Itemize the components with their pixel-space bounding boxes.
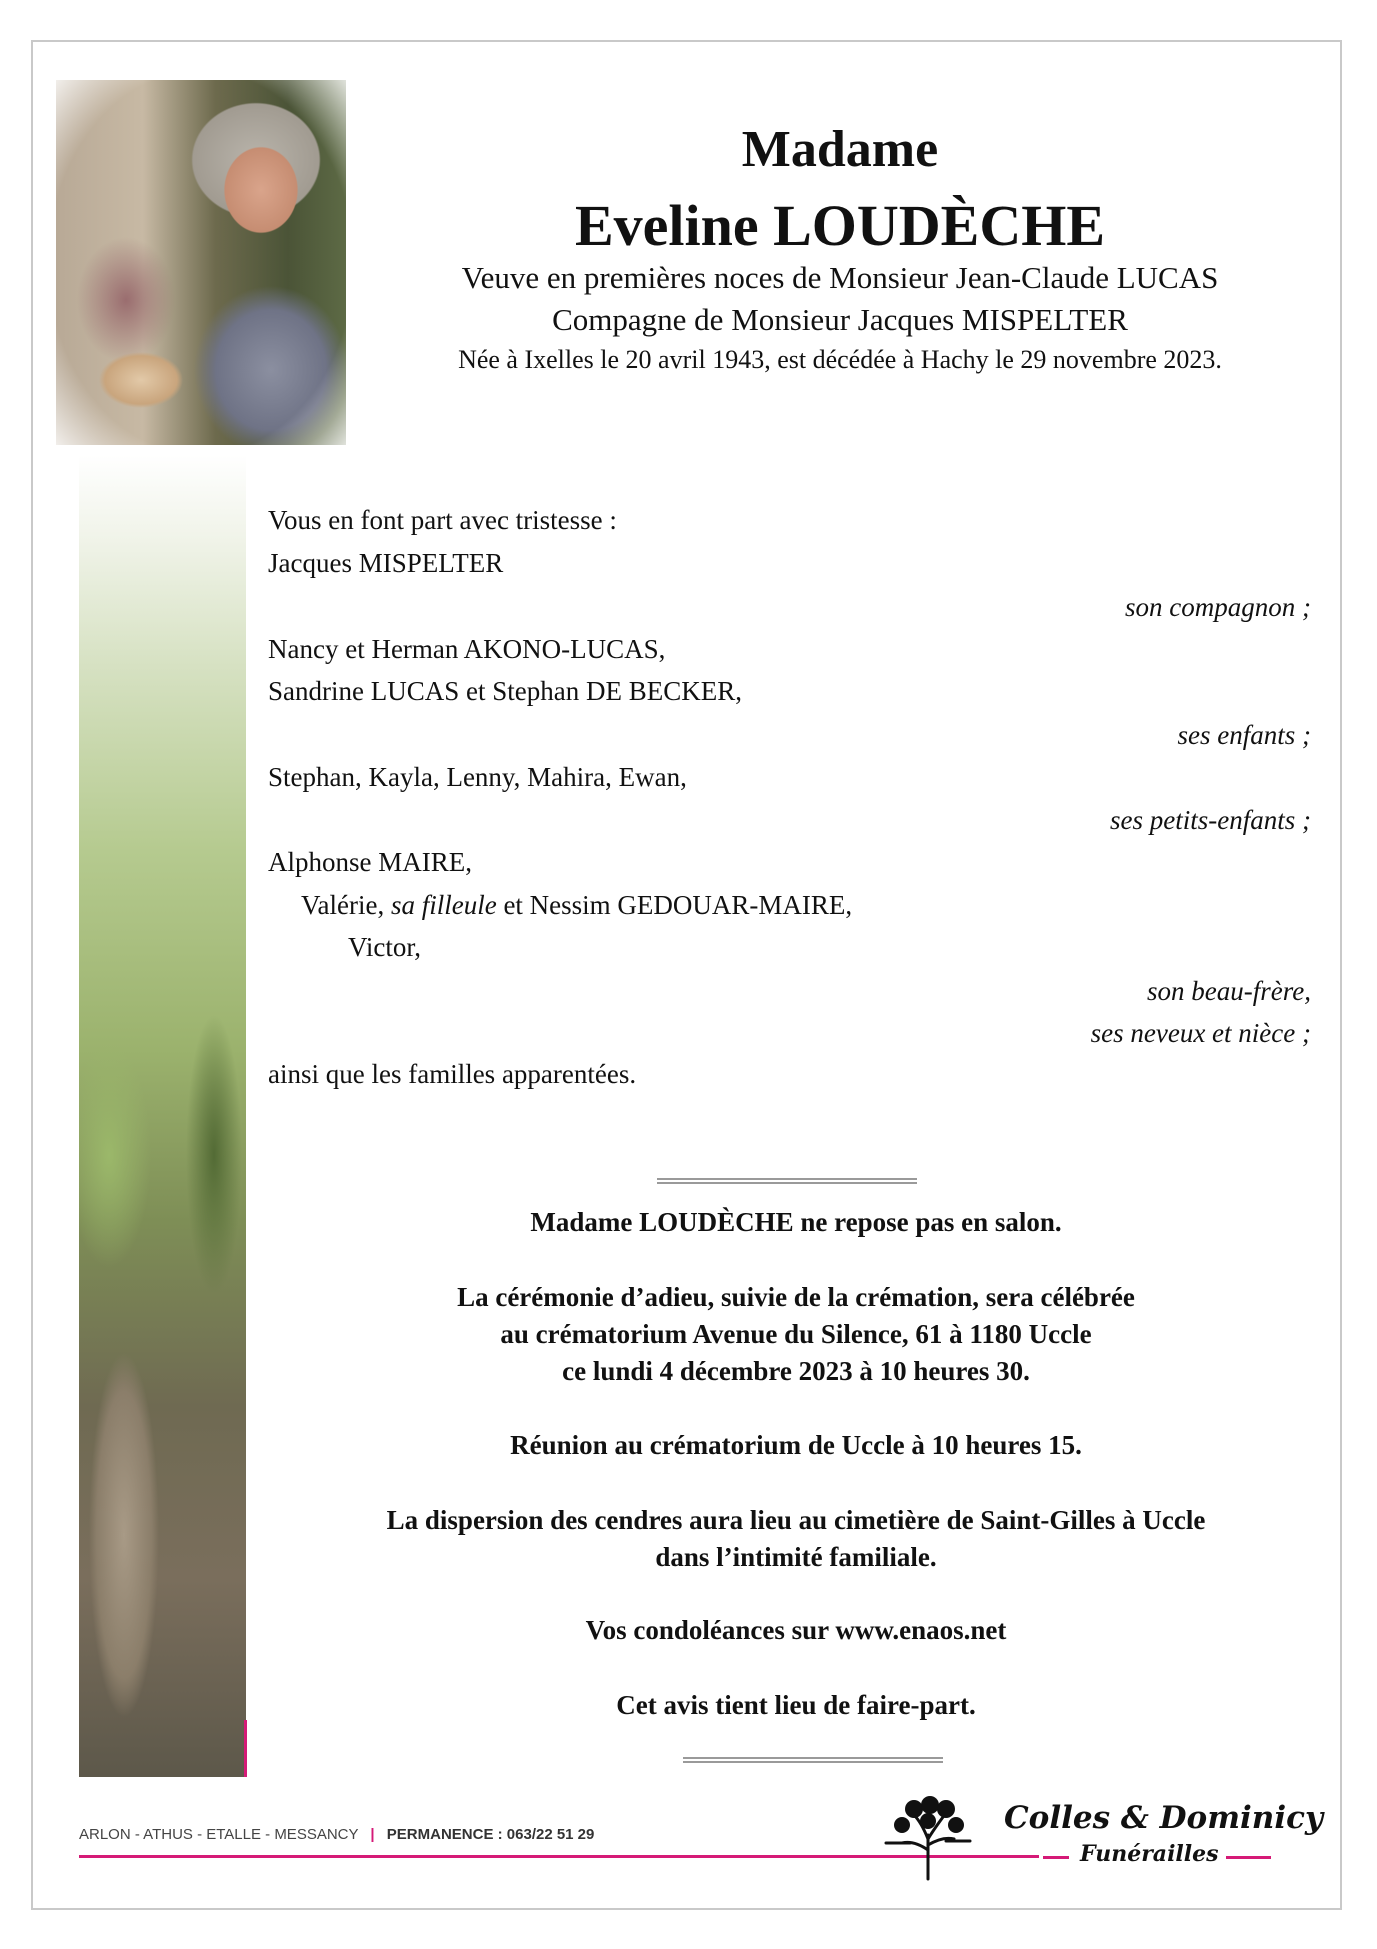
widow-line: Veuve en premières noces de Monsieur Jean-Claude LUCAS <box>461 260 1219 295</box>
footer-locations: ARLON - ATHUS - ETALLE - MESSANCY <box>79 1826 359 1843</box>
ceremony-line-1: La cérémonie d’adieu, suivie de la crémation, sera célébrée <box>457 1282 1135 1312</box>
niece-name: Valérie, <box>301 890 385 920</box>
role-grandchildren: ses petits-enfants ; <box>1110 805 1311 835</box>
notice-line: Cet avis tient lieu de faire-part. <box>616 1690 976 1720</box>
forest-path-image <box>79 455 246 1777</box>
footer-permanence: PERMANENCE : 063/22 51 29 <box>386 1826 595 1843</box>
footer-info <box>79 1826 594 1843</box>
footer-separator: | <box>370 1826 375 1843</box>
role-children: ses enfants ; <box>1177 720 1311 750</box>
children-line-1: Nancy et Herman AKONO-LUCAS, <box>268 634 666 664</box>
niece-partner: et Nessim GEDOUAR-MAIRE, <box>503 890 853 920</box>
accent-bar <box>244 1720 247 1777</box>
children-line-2: Sandrine LUCAS et Stephan DE BECKER, <box>268 676 742 706</box>
inlaw-name: Alphonse MAIRE, <box>268 847 472 877</box>
nephew-name: Victor, <box>348 932 422 962</box>
closing-line: ainsi que les familles apparentées. <box>268 1059 637 1089</box>
companion-line: Compagne de Monsieur Jacques MISPELTER <box>552 302 1128 337</box>
deceased-name: Eveline LOUDÈCHE <box>574 193 1106 258</box>
role-nephews: ses neveux et nièce ; <box>1090 1018 1311 1048</box>
role-companion: son compagnon ; <box>1125 592 1311 622</box>
grandchildren-line: Stephan, Kayla, Lenny, Mahira, Ewan, <box>268 762 687 792</box>
portrait-photo <box>56 80 346 445</box>
meeting-notice: Réunion au crématorium de Uccle à 10 heures 15. <box>510 1430 1082 1460</box>
ceremony-line-3: ce lundi 4 décembre 2023 à 10 heures 30. <box>562 1356 1030 1386</box>
subtitle-rule-right <box>1226 1856 1271 1859</box>
announcement-intro: Vous en font part avec tristesse : <box>268 505 617 535</box>
companion-name: Jacques MISPELTER <box>268 548 504 578</box>
company-subtitle: Funérailles <box>1080 1841 1219 1867</box>
title-madame: Madame <box>741 121 939 178</box>
separator-bottom <box>683 1757 943 1763</box>
separator-top <box>657 1178 917 1184</box>
ceremony-line-2: au crématorium Avenue du Silence, 61 à 1180 Uccle <box>500 1319 1092 1349</box>
niece-role: sa filleule <box>390 890 497 920</box>
dispersion-line-1: La dispersion des cendres aura lieu au cimetière de Saint-Gilles à Uccle <box>386 1505 1206 1535</box>
dispersion-line-2: dans l’intimité familiale. <box>655 1542 937 1572</box>
niece-line <box>301 890 852 921</box>
condolences-link[interactable]: Vos condoléances sur www.enaos.net <box>585 1615 1007 1645</box>
company-name: Colles & Dominicy <box>1004 1800 1323 1836</box>
subtitle-rule-left <box>1043 1856 1069 1859</box>
no-salon-notice: Madame LOUDÈCHE ne repose pas en salon. <box>530 1207 1062 1237</box>
birth-death-line: Née à Ixelles le 20 avril 1943, est décédée à Hachy le 29 novembre 2023. <box>458 345 1222 374</box>
role-inlaw: son beau-frère, <box>1147 976 1311 1006</box>
tree-icon <box>880 1795 975 1881</box>
